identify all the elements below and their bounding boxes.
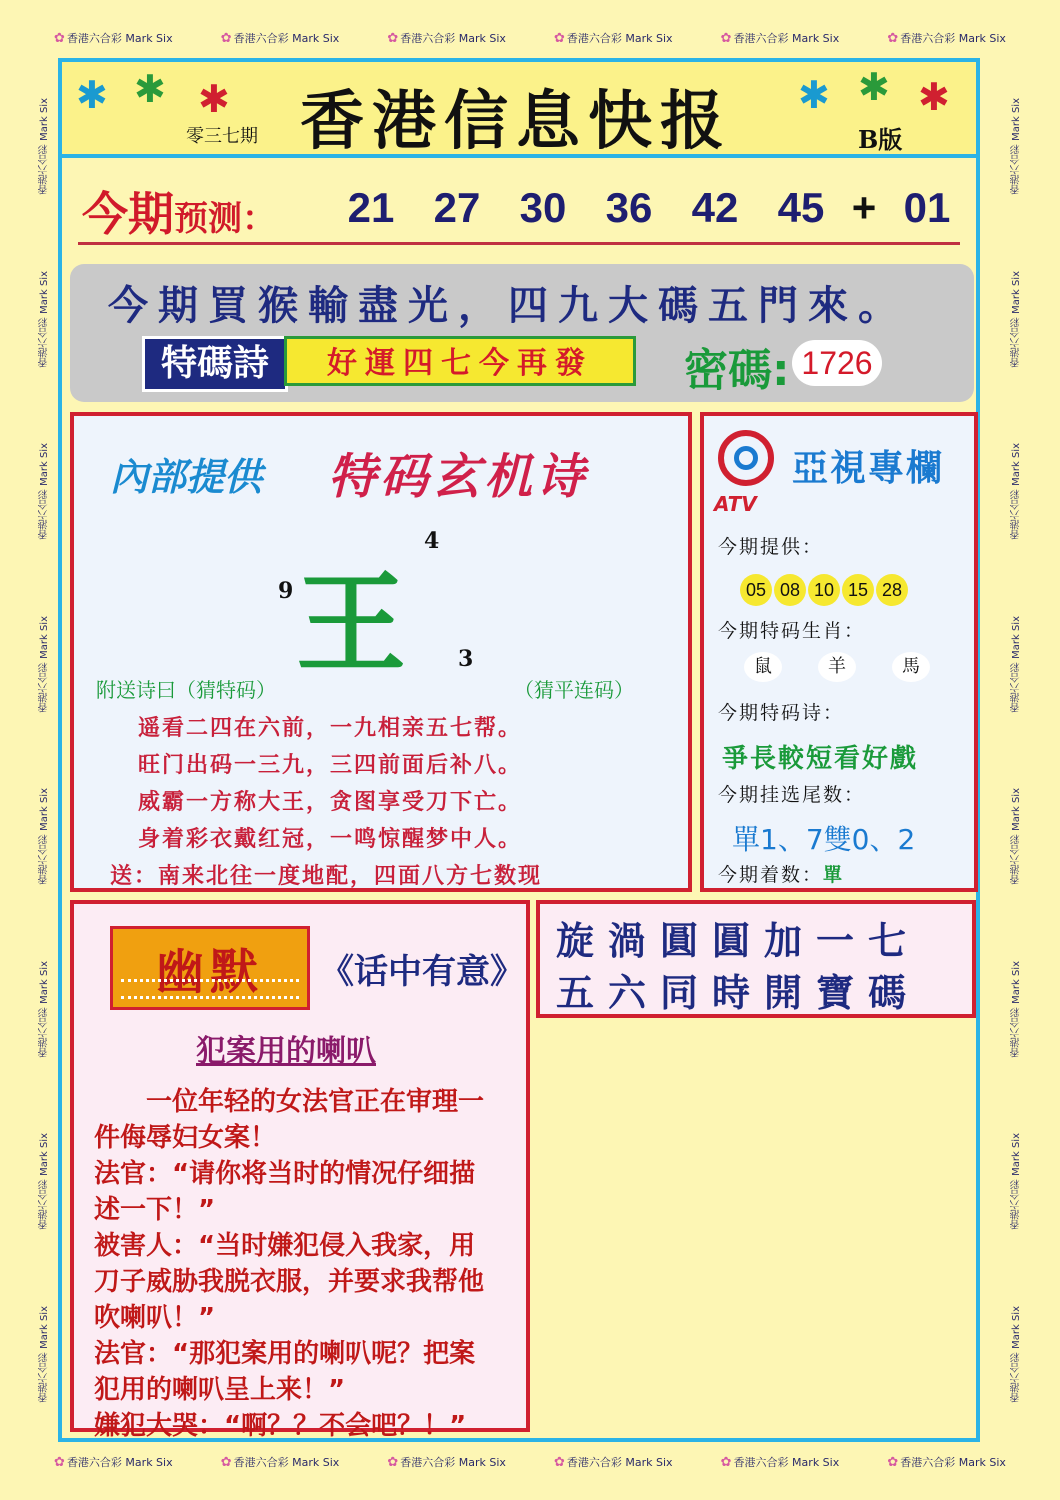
flower-icon: ✿ (554, 31, 565, 46)
prediction-number: 36 (605, 184, 653, 231)
watermark-text: 香港六合彩 Mark Six (733, 32, 840, 45)
watermark-text: 香港六合彩 Mark Six (233, 32, 340, 45)
watermark-text: 香港六合彩 Mark Six (400, 32, 506, 45)
atv-zodiac (744, 652, 930, 682)
watermark-item (221, 1454, 340, 1470)
slogan2-line-2: 五六同時開寶碼 (556, 970, 921, 1015)
story-line: 件侮辱妇女案！ (94, 1123, 277, 1153)
flower-icon: ✿ (887, 1455, 899, 1470)
secret-code-value: 1726 (792, 340, 882, 386)
character-number-top: 4 (424, 528, 440, 554)
watermark-text: 香港六合彩 Mark Six (1010, 1133, 1022, 1230)
story-line: 吹喇叭！” (94, 1303, 216, 1333)
atv-poem-label: 今期特码诗： (718, 702, 845, 724)
watermark-text: 香港六合彩 Mark Six (233, 1456, 340, 1469)
plus-sign: + (851, 184, 877, 231)
watermark-text: 香港六合彩 Mark Six (38, 788, 50, 885)
watermark-text: 香港六合彩 Mark Six (38, 1305, 50, 1402)
atv-logo-ring (734, 446, 758, 470)
flower-icon: ✿ (220, 31, 232, 46)
watermark-text: 香港六合彩 Mark Six (566, 1456, 673, 1469)
poem-lines (110, 710, 670, 895)
flower-icon: ✿ (554, 1455, 565, 1470)
poem-line: 旺门出码一三九，三四前面后补八。 (138, 753, 523, 778)
zodiac-item: 鼠 (744, 652, 782, 682)
prediction-numbers (328, 184, 970, 232)
watermark-item (721, 30, 840, 46)
story-line: 犯用的喇叭呈上来！” (94, 1375, 346, 1405)
watermark-item (554, 1454, 673, 1470)
watermark-text: 香港六合彩 Mark Six (66, 1456, 173, 1469)
watermark-item (221, 30, 340, 46)
special-poem-label: 特碼詩 (142, 336, 288, 392)
watermark-border-top (30, 24, 1030, 52)
slogan2-line-1: 旋渦圓圓加一七 (556, 918, 921, 963)
issue-number: 零三七期 (186, 126, 258, 147)
watermark-text: 香港六合彩 Mark Six (1010, 443, 1022, 540)
atv-provide-label: 今期提供： (718, 536, 824, 558)
special-number: 01 (903, 184, 951, 231)
atv-tail: 單1、7雙0、2 (732, 823, 916, 856)
number-ball: 05 (740, 574, 772, 606)
atv-column (700, 412, 978, 892)
watermark-item (387, 1454, 506, 1470)
asterisk-icon: ✱ (798, 73, 830, 117)
zodiac-item: 馬 (892, 652, 930, 682)
story-line: 嫌犯大哭：“啊？？不会吧？！” (94, 1411, 467, 1441)
watermark-border-right (1006, 60, 1026, 1440)
asterisk-icon: ✱ (76, 73, 108, 117)
slogan2-box (536, 900, 976, 1018)
watermark-item (887, 30, 1006, 46)
number-ball: 10 (808, 574, 840, 606)
flower-icon: ✿ (54, 1455, 65, 1470)
atv-count-label: 今期着数： (718, 864, 824, 886)
watermark-text: 香港六合彩 Mark Six (900, 1456, 1006, 1469)
flower-icon: ✿ (720, 31, 732, 46)
humor-box (70, 900, 530, 1441)
watermark-text: 香港六合彩 Mark Six (1010, 615, 1022, 712)
prediction-number: 45 (777, 184, 825, 231)
atv-tail-label: 今期挂选尾数： (718, 784, 866, 806)
atv-count-row (718, 860, 844, 887)
watermark-text: 香港六合彩 Mark Six (38, 98, 50, 195)
guess-special-label: 附送诗曰（猜特码） (96, 678, 276, 702)
watermark-text: 香港六合彩 Mark Six (1010, 788, 1022, 885)
asterisk-icon: ✱ (858, 65, 890, 109)
slogan-box (70, 264, 974, 402)
watermark-item (887, 1454, 1006, 1470)
character-number-bottom: 3 (458, 646, 474, 672)
prediction-number: 21 (347, 184, 395, 231)
number-ball: 15 (842, 574, 874, 606)
humor-tag: 《话中有意》 (320, 952, 524, 992)
watermark-border-left (34, 60, 54, 1440)
story-text (94, 1084, 524, 1444)
character-number-left: 9 (278, 578, 294, 604)
atv-title: 亞視專欄 (792, 447, 945, 489)
watermark-item (54, 1454, 173, 1470)
watermark-text: 香港六合彩 Mark Six (733, 1456, 840, 1469)
watermark-item (54, 30, 173, 46)
story-line: 述一下！” (94, 1195, 216, 1225)
watermark-text: 香港六合彩 Mark Six (566, 32, 673, 45)
watermark-text: 香港六合彩 Mark Six (38, 615, 50, 712)
watermark-item (554, 30, 673, 46)
main-panel (58, 58, 980, 1442)
flower-icon: ✿ (387, 31, 399, 46)
story-line: 刀子威胁我脱衣服，并要求我帮他 (94, 1267, 485, 1297)
asterisk-icon: ✱ (918, 75, 950, 119)
flower-icon: ✿ (887, 31, 899, 46)
prediction-label (82, 178, 276, 244)
watermark-text: 香港六合彩 Mark Six (38, 1133, 50, 1230)
guess-flat-label: （猜平连码） (514, 678, 634, 702)
prediction-label-a: 今期 (82, 187, 174, 241)
watermark-text: 香港六合彩 Mark Six (1010, 960, 1022, 1057)
flower-icon: ✿ (387, 1455, 399, 1470)
key-character: 王 (296, 559, 406, 688)
watermark-item (721, 1454, 840, 1470)
asterisk-icon: ✱ (198, 77, 230, 121)
slogan-text: 今期買猴輸盡光，四九大碼五門來。 (108, 283, 908, 329)
humor-badge (110, 926, 310, 1010)
poem-line: 身着彩衣戴红冠，一鸣惊醒梦中人。 (138, 827, 523, 852)
atv-logo-text: ATV (714, 492, 757, 516)
internal-title: 內部提供 (110, 455, 263, 499)
prediction-number: 27 (433, 184, 481, 231)
atv-count-value: 單 (823, 864, 845, 886)
atv-balls (740, 574, 908, 606)
humor-badge-text: 幽默 (155, 944, 264, 1000)
edition-label: B版 (858, 125, 903, 154)
prediction-label-b: 预测： (174, 199, 276, 239)
poem-line: 威霸一方称大王，贪图享受刀下亡。 (138, 790, 523, 815)
watermark-text: 香港六合彩 Mark Six (1010, 1305, 1022, 1402)
story-title: 犯案用的喇叭 (196, 1034, 376, 1069)
watermark-item (387, 30, 506, 46)
story-line: 法官：“请你将当时的情况仔细描 (94, 1159, 476, 1189)
watermark-text: 香港六合彩 Mark Six (38, 960, 50, 1057)
flower-icon: ✿ (720, 1455, 732, 1470)
asterisk-icon: ✱ (134, 67, 166, 111)
watermark-text: 香港六合彩 Mark Six (900, 32, 1006, 45)
story-line: 一位年轻的女法官正在审理一 (94, 1087, 485, 1117)
flower-icon: ✿ (54, 31, 65, 46)
atv-poem: 爭長較短看好戲 (722, 744, 919, 774)
poem-send-line: 送：南来北往一度地配，四面八方七数现 (110, 864, 543, 889)
prediction-row (78, 174, 960, 245)
atv-zodiac-label: 今期特码生肖： (718, 620, 866, 642)
watermark-text: 香港六合彩 Mark Six (1010, 98, 1022, 195)
wave-decoration (121, 979, 299, 999)
prediction-number: 42 (691, 184, 739, 231)
flower-icon: ✿ (220, 1455, 232, 1470)
page-title: 香港信息快报 (300, 84, 732, 159)
zodiac-item: 羊 (818, 652, 856, 682)
atv-logo-icon (718, 430, 774, 486)
secret-poem-title: 特码玄机诗 (328, 449, 589, 505)
watermark-text: 香港六合彩 Mark Six (400, 1456, 506, 1469)
poem-line: 遥看二四在六前，一九相亲五七帮。 (138, 716, 523, 741)
watermark-text: 香港六合彩 Mark Six (38, 270, 50, 367)
story-line: 法官：“那犯案用的喇叭呢？把案 (94, 1339, 476, 1369)
prediction-number: 30 (519, 184, 567, 231)
watermark-border-bottom (30, 1448, 1030, 1476)
number-ball: 28 (876, 574, 908, 606)
secret-code-label: 密碼: (684, 345, 790, 396)
internal-poem-box (70, 412, 692, 892)
special-poem-text: 好運四七今再發 (284, 336, 636, 386)
watermark-text: 香港六合彩 Mark Six (66, 32, 173, 45)
header (62, 62, 976, 158)
watermark-text: 香港六合彩 Mark Six (1010, 270, 1022, 367)
story-line: 被害人：“当时嫌犯侵入我家，用 (94, 1231, 476, 1261)
watermark-text: 香港六合彩 Mark Six (38, 443, 50, 540)
number-ball: 08 (774, 574, 806, 606)
